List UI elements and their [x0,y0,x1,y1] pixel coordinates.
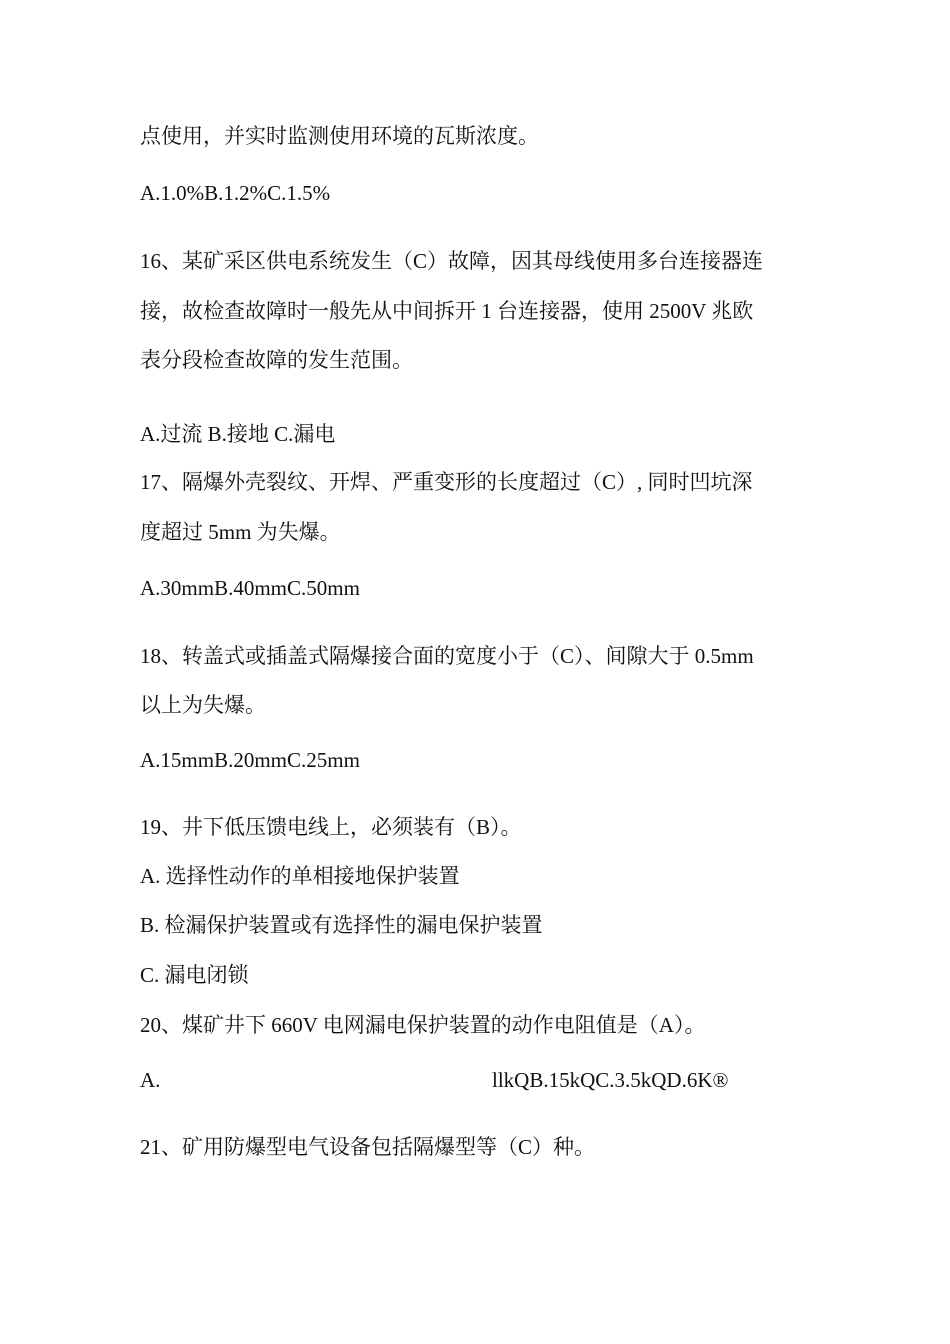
q19-option-b: B. 检漏保护装置或有选择性的漏电保护装置 [140,913,543,937]
q19-question: 19、井下低压馈电线上，必须装有（B）。 [140,815,522,839]
q21-question: 21、矿用防爆型电气设备包括隔爆型等（C）种。 [140,1135,596,1159]
q20-options: llkQB.15kQC.3.5kQD.6K® [492,1068,729,1092]
q17-line-1: 17、隔爆外壳裂纹、开焊、严重变形的长度超过（C）, 同时凹坑深 [140,470,753,494]
q17-line-2: 度超过 5mm 为失爆。 [140,520,341,544]
q20-question: 20、煤矿井下 660V 电网漏电保护装置的动作电阻值是（A）。 [140,1013,706,1037]
q18-line-2: 以上为失爆。 [140,693,266,717]
q18-options: A.15mmB.20mmC.25mm [140,748,360,772]
q20-option-prefix: A. [140,1068,161,1092]
q19-option-a: A. 选择性动作的单相接地保护装置 [140,864,460,888]
q16-line-1: 16、某矿采区供电系统发生（C）故障，因其母线使用多台连接器连 [140,249,764,273]
text-line-q15-continued: 点使用，并实时监测使用环境的瓦斯浓度。 [140,124,539,148]
q16-line-3: 表分段检查故障的发生范围。 [140,348,413,372]
q15-options: A.1.0%B.1.2%C.1.5% [140,181,331,205]
q17-options: A.30mmB.40mmC.50mm [140,576,360,600]
q16-options: A.过流 B.接地 C.漏电 [140,422,336,446]
q18-line-1: 18、转盖式或插盖式隔爆接合面的宽度小于（C）、间隙大于 0.5mm [140,644,754,668]
q19-option-c: C. 漏电闭锁 [140,963,249,987]
q16-line-2: 接，故检查故障时一般先从中间拆开 1 台连接器，使用 2500V 兆欧 [140,299,754,323]
